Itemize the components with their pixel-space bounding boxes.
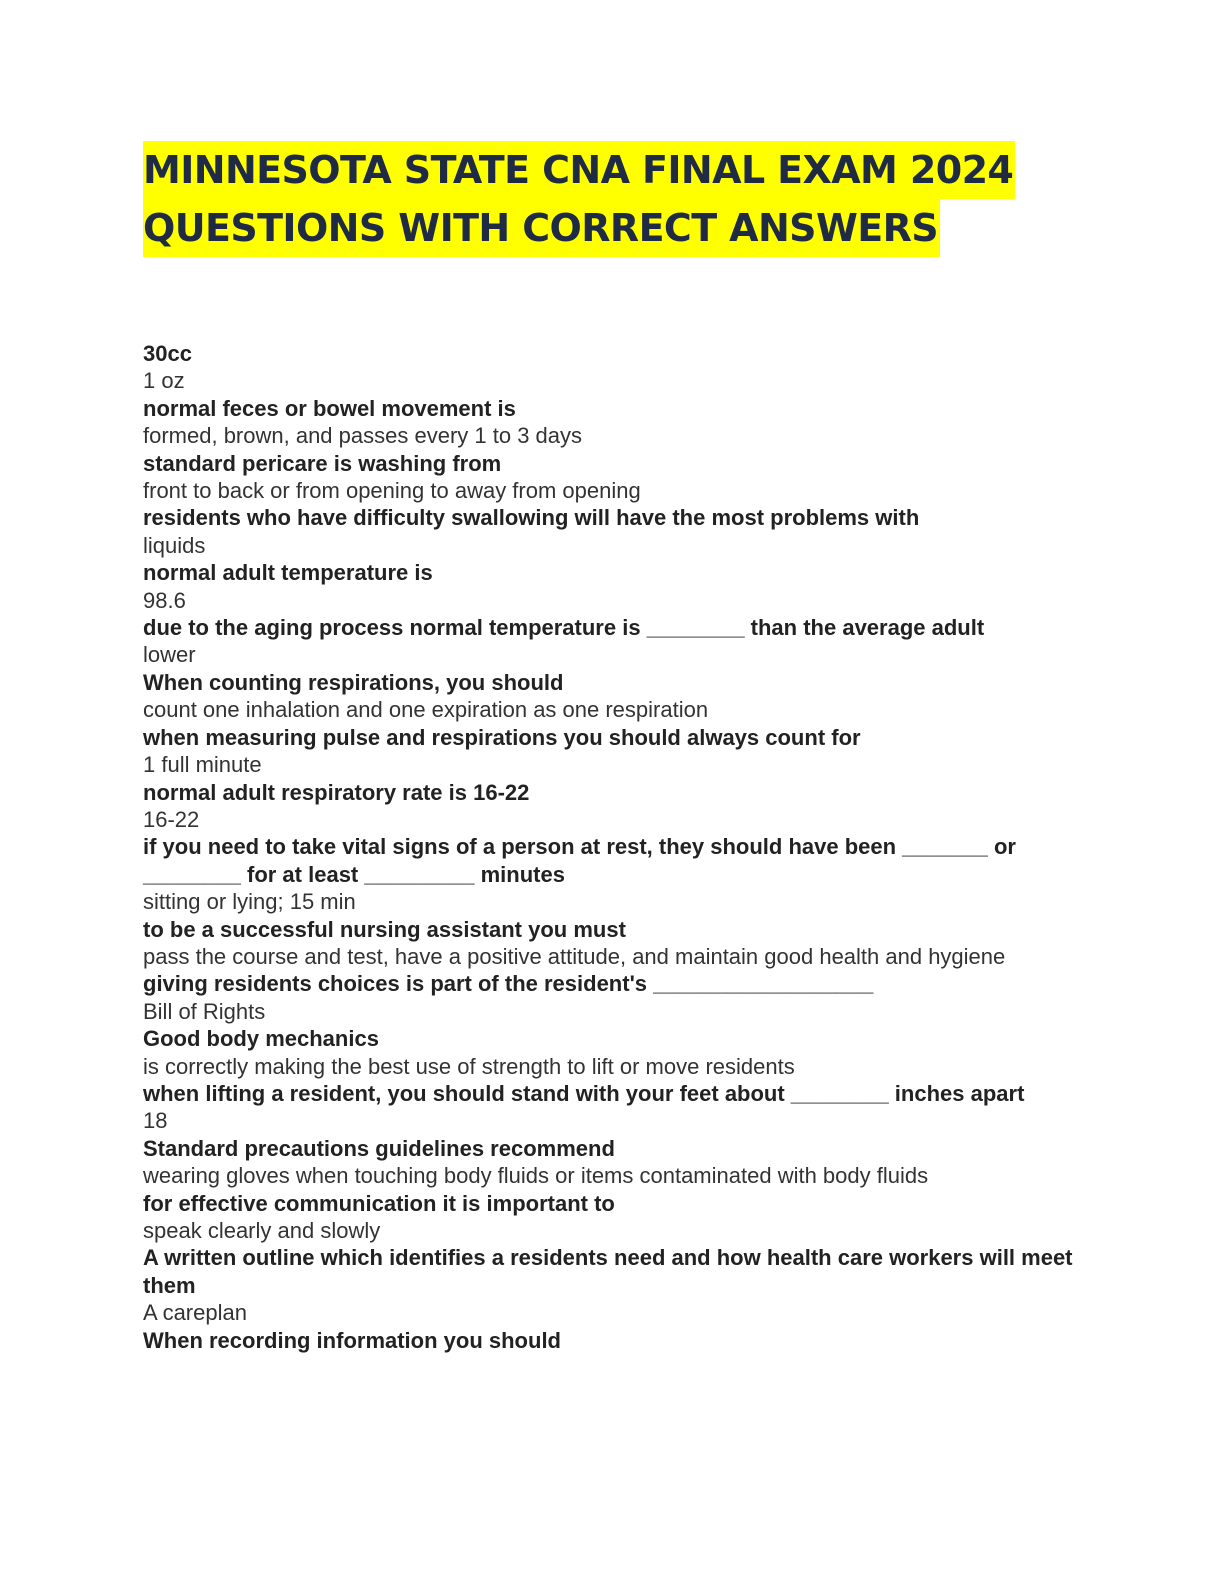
question-10: if you need to take vital signs of a person at rest, they should have been _______ or ________ for at least _________ minutes: [143, 834, 1016, 887]
question-9: normal adult respiratory rate is 16-22: [143, 779, 530, 805]
question-4: residents who have difficulty swallowing will have the most problems with: [143, 505, 920, 531]
question-2: normal feces or bowel movement is: [143, 395, 516, 421]
answer-8: 1 full minute: [143, 752, 262, 778]
qa-list: [143, 340, 1073, 1354]
answer-16: speak clearly and slowly: [143, 1218, 381, 1243]
question-8: when measuring pulse and respirations you should always count for: [143, 724, 861, 750]
question-18: When recording information you should: [143, 1327, 561, 1353]
answer-17: A careplan: [143, 1300, 247, 1326]
answer-1: 1 oz: [143, 368, 185, 394]
question-6: due to the aging process normal temperature is ________ than the average adult: [143, 615, 985, 641]
question-15: Standard precautions guidelines recommend: [143, 1135, 615, 1161]
answer-4: liquids: [143, 532, 206, 558]
answer-13: is correctly making the best use of strength to lift or move residents: [143, 1053, 795, 1079]
question-7: When counting respirations, you should: [143, 669, 564, 695]
answer-2: formed, brown, and passes every 1 to 3 days: [143, 423, 583, 449]
title-line-2: QUESTIONS WITH CORRECT ANSWERS: [143, 199, 940, 257]
answer-12: Bill of Rights: [143, 998, 266, 1024]
question-14: when lifting a resident, you should stand with your feet about ________ inches apart: [143, 1080, 1025, 1106]
answer-7: count one inhalation and one expiration as one respiration: [143, 697, 709, 723]
question-3: standard pericare is washing from: [143, 450, 502, 476]
question-12: giving residents choices is part of the resident's __________________: [143, 971, 874, 997]
question-16: for effective communication it is important to: [143, 1190, 615, 1216]
title-line-1: MINNESOTA STATE CNA FINAL EXAM 2024: [143, 141, 1015, 199]
answer-5: 98.6: [143, 587, 186, 613]
answer-9: 16-22: [143, 806, 200, 832]
answer-10: sitting or lying; 15 min: [143, 889, 356, 915]
question-5: normal adult temperature is: [143, 560, 433, 586]
document-title: [143, 141, 1103, 257]
question-11: to be a successful nursing assistant you must: [143, 916, 626, 942]
answer-6: lower: [143, 642, 196, 668]
answer-11: pass the course and test, have a positive attitude, and maintain good health and hygiene: [143, 943, 1006, 969]
question-1: 30cc: [143, 341, 192, 366]
question-13: Good body mechanics: [143, 1026, 379, 1052]
question-17: A written outline which identifies a residents need and how health care workers will meet them: [143, 1245, 1073, 1298]
answer-15: wearing gloves when touching body fluids or items contaminated with body fluids: [143, 1163, 929, 1189]
answer-14: 18: [143, 1108, 168, 1134]
answer-3: front to back or from opening to away from opening: [143, 478, 641, 504]
